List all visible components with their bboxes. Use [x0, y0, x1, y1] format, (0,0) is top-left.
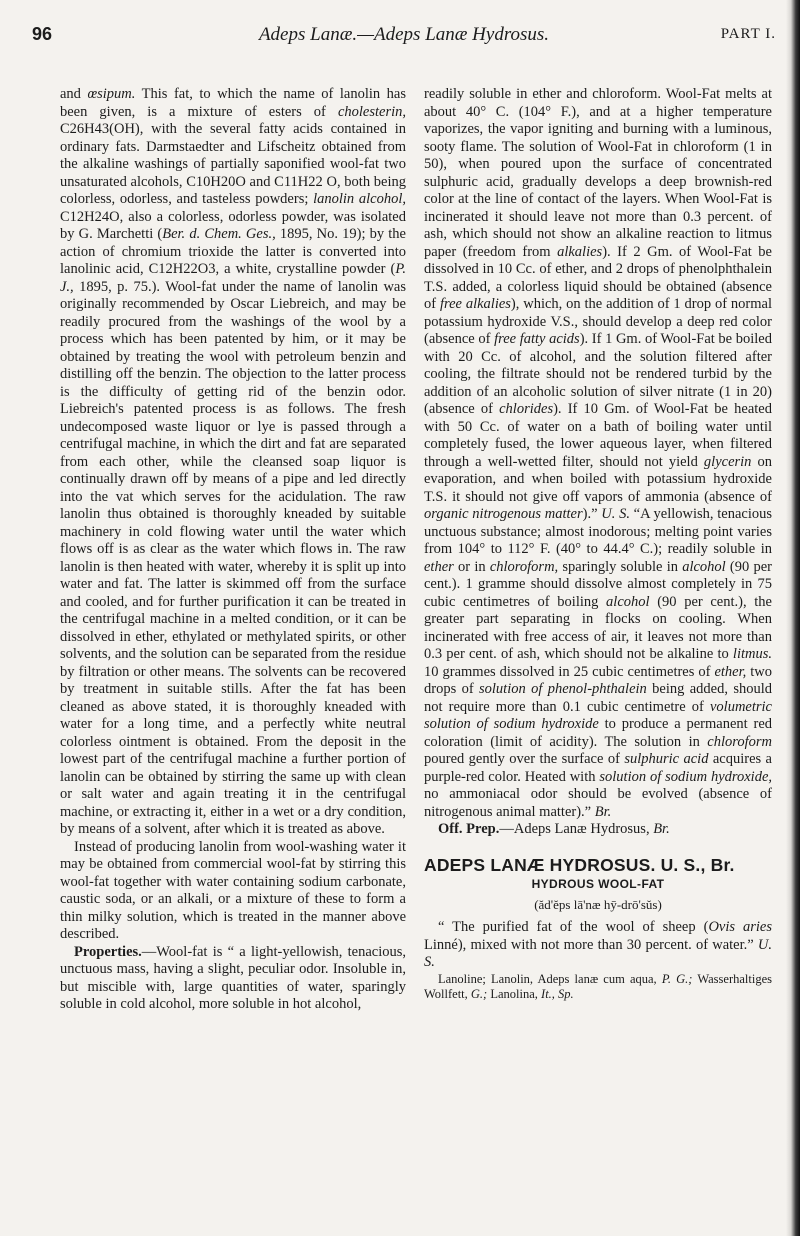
page-edge-shadow	[786, 0, 800, 1236]
paragraph: Instead of producing lanolin from wool-washing water it may be obtained from commercial wool-fat by stirring this wool-fat together with water containing sodium carbonate, caustic soda, or an alkali, or a mixture of these to form a thin milky solution, which is treated in the manner above described.	[60, 838, 406, 942]
properties-paragraph: Properties.—Wool-fat is “ a light-yellowish, tenacious, unctuous mass, having a slight, peculiar odor. Insoluble in, but miscible with, large quantities of water, sparingly soluble in cold alcohol, more soluble in hot alcohol,	[60, 943, 406, 1012]
section-title: ADEPS LANÆ HYDROSUS. U. S., Br.	[424, 854, 735, 875]
paragraph: readily soluble in ether and chloroform. Wool-Fat melts at about 40° C. (104° F.), and at a higher temperature vaporizes, the vapor igniting and burning with a luminous, sooty flame. The solution of Wool-Fat in chloroform (1 in 50), when poured upon the surface of concentrated sulphuric acid, gradually develops a deep brownish-red color at the line of contact of the layers. When Wool-Fat is incinerated it should leave not more than 0.3 percent. of ash, which should not show an alkaline reaction to litmus paper (freedom from alkalies). If 2 Gm. of Wool-Fat be dissolved in 10 Cc. of ether, and 2 drops of phenolphthalein T.S. added, a colorless liquid should be obtained (absence of free alkalies), which, on the addition of 1 drop of normal potassium hydroxide V.S., should develop a deep red color (absence of free fatty acids). If 1 Gm. of Wool-Fat be boiled with 20 Cc. of alcohol, and the solution filtered after cooling, the filtrate should not be rendered turbid by the addition of an alcoholic solution of silver nitrate (1 in 20) (absence of chlorides). If 10 Gm. of Wool-Fat be heated with 50 Cc. of water on a bath of boiling water until completely fused, the lower aqueous layer, when filtered through a well-wetted filter, should not yield glycerin on evaporation, and when boiled with potassium hydroxide T.S. it should not give off vapors of ammonia (absence of organic nitrogenous matter).” U. S. “A yellowish, tenacious unctuous substance; almost inodorous; melting point varies from 104° to 112° F. (40° to 44.4° C.); readily soluble in ether or in chloroform, sparingly soluble in alcohol (90 per cent.). 1 gramme should dissolve almost completely in 75 cubic centimetres of boiling alcohol (90 per cent.), the greater part separating in flocks on cooling. When incinerated with free access of air, it leaves not more than 0.3 per cent. of ash, which should not be alkaline to litmus. 10 grammes dissolved in 25 cubic centimetres of ether, two drops of solution of phenol-phthalein being added, should not require more than 0.1 cubic centimetre of volumetric solution of sodium hydroxide to produce a permanent red coloration (limit of acidity). The solution in chloroform poured gently over the surface of sulphuric acid acquires a purple-red color. Heated with solution of sodium hydroxide, no ammoniacal odor should be evolved (absence of nitrogenous animal matter).” Br.	[424, 86, 773, 820]
properties-label: Properties.	[74, 943, 142, 960]
section-subtitle: HYDROUS WOOL-FAT	[531, 877, 665, 891]
paragraph: and œsipum. This fat, to which the name of lanolin has been given, is a mixture of esters of cholesterin, C26H43(OH), with the several fatty acids contained in ordinary fats. Darmstaedter and Lifscheitz obtained from the alkaline washings of partially saponified wool-fat two unsaturated alcohols, C10H20O and C11H22 O, both being colorless, odorless, and tasteless powders; lanolin alcohol, C12H24O, also a colorless, odorless powder, was isolated by G. Marchetti (Ber. d. Chem. Ges., 1895, No. 19); by the action of chromium trioxide the latter is converted into lanolinic acid, C12H22O3, a white, crystalline powder (P. J., 1895, p. 75.). Wool-fat under the name of lanolin was originally recommended by Oscar Liebreich, and may be readily procured from the washings of the wool by a process which has been patented by him, or it may be obtained by treating the wool with petroleum benzin and distilling off the benzin. The objection to the latter process is the difficulty of getting rid of the benzin odor. Liebreich's patented process is as follows. The fresh undecomposed waste liquor or lye is passed through a centrifugal machine, in which the dirt and fat are separated from each other, while the cleansed soap liquor is continually drawn off by means of a pipe and led directly into the vat which serves for the acidulation. The raw lanolin thus obtained is thoroughly kneaded by suitable machinery in cold flowing water until the water which flows off is as clear as the water which flows in. The raw lanolin is then heated with water, whereby it is split up into water and fat. The latter is skimmed off from the surface and cooled, and for further purification it can be treated in the centrifugal machine in a melted condition, or it can be dissolved in ether, ethylated or methylated spirits, or other solvents, and the solution can be separated from the residue by filtration or other means. The solvents can be recovered by treatment in suitable stills. After the fat has been cleaned as above stated, it is thoroughly kneaded with water for a long time, and a perfectly white neutral colorless ointment is obtained. From the deposit in the lowest part of the centrifugal machine a further portion of lanolin can be obtained by stirring the same up with clean or salt water and again treating it in the centrifugal machine, or extracting it, either in a wet or a dry condition, by means of a solvent, after which it is treated as above.	[60, 86, 406, 837]
off-prep-label: Off. Prep.	[438, 821, 500, 837]
running-title: Adeps Lanæ.—Adeps Lanæ Hydrosus.	[258, 24, 550, 45]
right-column	[424, 86, 772, 1002]
pronunciation: (ăd'ĕps lā'næ hȳ-drō'sŭs)	[534, 896, 662, 912]
page-number: 96	[32, 24, 53, 44]
official-preparations: Off. Prep.—Adeps Lanæ Hydrosus, Br.	[438, 821, 670, 837]
synonyms: Lanoline; Lanolin, Adeps lanæ cum aqua, P. G.; Wasserhaltiges Wollfett, G.; Lanolina, It., Sp.	[424, 971, 772, 1001]
page-header	[30, 24, 778, 50]
part-label: PART I.	[720, 26, 776, 42]
definition-paragraph: “ The purified fat of the wool of sheep (Ovis aries Linné), mixed with not more than 30 percent. of water.” U. S.	[424, 919, 772, 970]
left-column	[60, 86, 406, 1014]
